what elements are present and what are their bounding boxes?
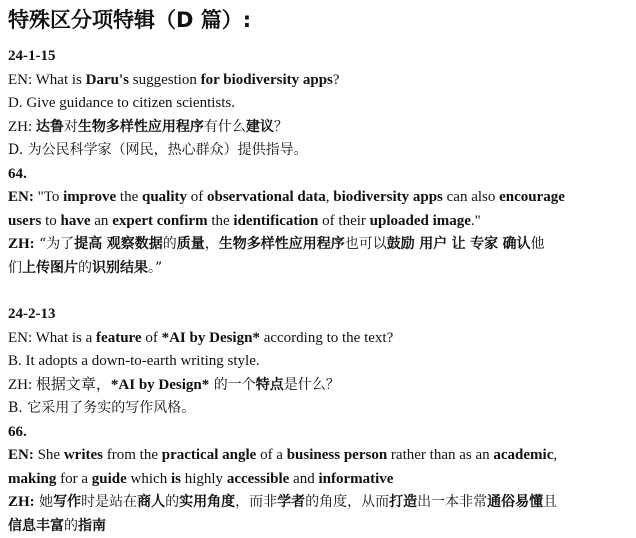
text: of <box>187 189 207 205</box>
rich-text-run <box>35 494 557 510</box>
question-zh-bold: *AI by Design* <box>111 377 209 393</box>
rich-text-run <box>35 236 545 252</box>
text: , <box>326 189 334 205</box>
question-zh-bold: 特点 <box>256 377 284 393</box>
text: ." <box>471 213 481 229</box>
bold-text: business person <box>287 447 387 463</box>
question-zh <box>8 116 628 140</box>
answer-zh: D. 为公民科学家（网民，热心群众）提供指导。 <box>8 139 628 163</box>
rich-text-run <box>8 260 162 276</box>
question-en <box>8 69 628 93</box>
answer-en: B. It adopts a down-to-earth writing style. <box>8 350 628 374</box>
text: 的角度，从而 <box>305 494 389 510</box>
bold-text: practical angle <box>162 447 257 463</box>
text: rather than as an <box>387 447 493 463</box>
text: which <box>127 471 171 487</box>
text: ，而非 <box>235 494 277 510</box>
text: of their <box>318 213 369 229</box>
question-en-bold: *AI by Design* <box>162 330 260 346</box>
bold-text: 写作 <box>53 494 81 510</box>
page-title: 特殊区分项特辑（D 篇）: <box>8 6 628 34</box>
question-zh-text: ZH: 根据文章， <box>8 377 111 393</box>
text: 也可以 <box>345 236 387 252</box>
text: 的 <box>163 236 177 252</box>
bold-text: 上传图片 <box>22 260 78 276</box>
question-en-text: ? <box>333 72 340 88</box>
zh-label: ZH: <box>8 494 35 510</box>
bold-text: academic <box>493 447 553 463</box>
text: 且 <box>543 494 557 510</box>
text: to <box>41 213 60 229</box>
question-number: 64. <box>8 163 628 187</box>
section-spacer <box>8 280 628 303</box>
bold-text: 生物多样性应用程序 <box>219 236 345 252</box>
text: from the <box>103 447 162 463</box>
bold-text: is <box>171 471 181 487</box>
question-zh-bold: 达鲁 <box>36 119 64 135</box>
rich-text-run <box>34 447 557 463</box>
bold-text: accessible <box>227 471 289 487</box>
text: 的 <box>78 260 92 276</box>
bold-text: confirm <box>157 213 208 229</box>
bold-text: 指南 <box>78 518 106 534</box>
bold-text: encourage <box>499 189 565 205</box>
text: 们 <box>8 260 22 276</box>
question-en-text: of <box>142 330 162 346</box>
question-zh-bold: 建议 <box>246 119 274 135</box>
rich-text-run <box>8 518 106 534</box>
bold-text: have <box>61 213 91 229</box>
text: She <box>34 447 64 463</box>
bold-text: 鼓励 <box>387 236 415 252</box>
bold-text: 通俗易懂 <box>487 494 543 510</box>
bold-text: 让 <box>452 236 466 252</box>
bold-text: users <box>8 213 41 229</box>
question-zh-label: ZH: <box>8 119 36 135</box>
bold-text: writes <box>64 447 103 463</box>
answer-zh: B. 它采用了务实的写作风格。 <box>8 397 628 421</box>
question-en <box>8 327 628 351</box>
rich-text-run <box>8 213 481 229</box>
explanation-zh-line-1 <box>8 233 628 257</box>
en-label: EN: <box>8 447 34 463</box>
zh-label: ZH: <box>8 236 35 252</box>
text: 的 <box>64 518 78 534</box>
bold-text: biodiversity apps <box>333 189 443 205</box>
bold-text: 确认 <box>503 236 531 252</box>
question-zh-text: 是什么？ <box>284 377 340 393</box>
explanation-zh-line-2 <box>8 515 628 538</box>
bold-text: 专家 <box>470 236 498 252</box>
text: , <box>553 447 557 463</box>
explanation-zh-line-2 <box>8 257 628 281</box>
bold-text: 质量 <box>177 236 205 252</box>
answer-en: D. Give guidance to citizen scientists. <box>8 92 628 116</box>
bold-text: 观察数据 <box>107 236 163 252</box>
text: the <box>116 189 142 205</box>
bold-text: expert <box>112 213 153 229</box>
question-en-text: EN: What is <box>8 72 86 88</box>
bold-text: informative <box>318 471 393 487</box>
question-zh <box>8 374 628 398</box>
explanation-en-line-1 <box>8 444 628 468</box>
text: of a <box>256 447 286 463</box>
text: 。” <box>148 260 162 276</box>
bold-text: 打造 <box>389 494 417 510</box>
bold-text: 商人 <box>137 494 165 510</box>
text: 他 <box>531 236 545 252</box>
text: and <box>289 471 318 487</box>
text: for a <box>56 471 91 487</box>
bold-text: 信息丰富 <box>8 518 64 534</box>
question-en-bold: for biodiversity apps <box>201 72 333 88</box>
item-code: 24-1-15 <box>8 45 628 69</box>
question-en-text: suggestion <box>129 72 201 88</box>
text: the <box>208 213 234 229</box>
question-zh-text: 有什么 <box>204 119 246 135</box>
text: "To <box>34 189 63 205</box>
bold-text: uploaded image <box>370 213 471 229</box>
text: 的 <box>165 494 179 510</box>
bold-text: improve <box>63 189 116 205</box>
text: an <box>91 213 113 229</box>
bold-text: identification <box>233 213 318 229</box>
question-en-text: according to the text? <box>260 330 393 346</box>
rich-text-run <box>34 189 565 205</box>
text: can also <box>443 189 499 205</box>
rich-text-run <box>8 471 393 487</box>
bold-text: observational data <box>207 189 326 205</box>
text: 时是站在 <box>81 494 137 510</box>
en-label: EN: <box>8 189 34 205</box>
bold-text: quality <box>142 189 187 205</box>
question-en-bold: feature <box>96 330 142 346</box>
bold-text: making <box>8 471 56 487</box>
section-24-1-15 <box>8 45 628 280</box>
question-zh-text: ？ <box>274 119 288 135</box>
text: highly <box>181 471 227 487</box>
bold-text: 用户 <box>419 236 447 252</box>
question-number: 66. <box>8 421 628 445</box>
explanation-en-line-2 <box>8 210 628 234</box>
explanation-zh-line-1 <box>8 491 628 515</box>
text: ， <box>205 236 219 252</box>
question-zh-text: 对 <box>64 119 78 135</box>
text: 出一本非常 <box>417 494 487 510</box>
text: “为了 <box>35 236 75 252</box>
question-zh-text: 的一个 <box>209 377 255 393</box>
bold-text: 学者 <box>277 494 305 510</box>
item-code: 24-2-13 <box>8 303 628 327</box>
section-24-2-13 <box>8 303 628 538</box>
text: 她 <box>35 494 53 510</box>
bold-text: 实用角度 <box>179 494 235 510</box>
bold-text: 提高 <box>74 236 102 252</box>
question-zh-bold: 生物多样性应用程序 <box>78 119 204 135</box>
explanation-en-line-2 <box>8 468 628 492</box>
bold-text: guide <box>92 471 127 487</box>
explanation-en-line-1 <box>8 186 628 210</box>
question-en-text: EN: What is a <box>8 330 96 346</box>
bold-text: 识别结果 <box>92 260 148 276</box>
question-en-bold: Daru's <box>86 72 129 88</box>
